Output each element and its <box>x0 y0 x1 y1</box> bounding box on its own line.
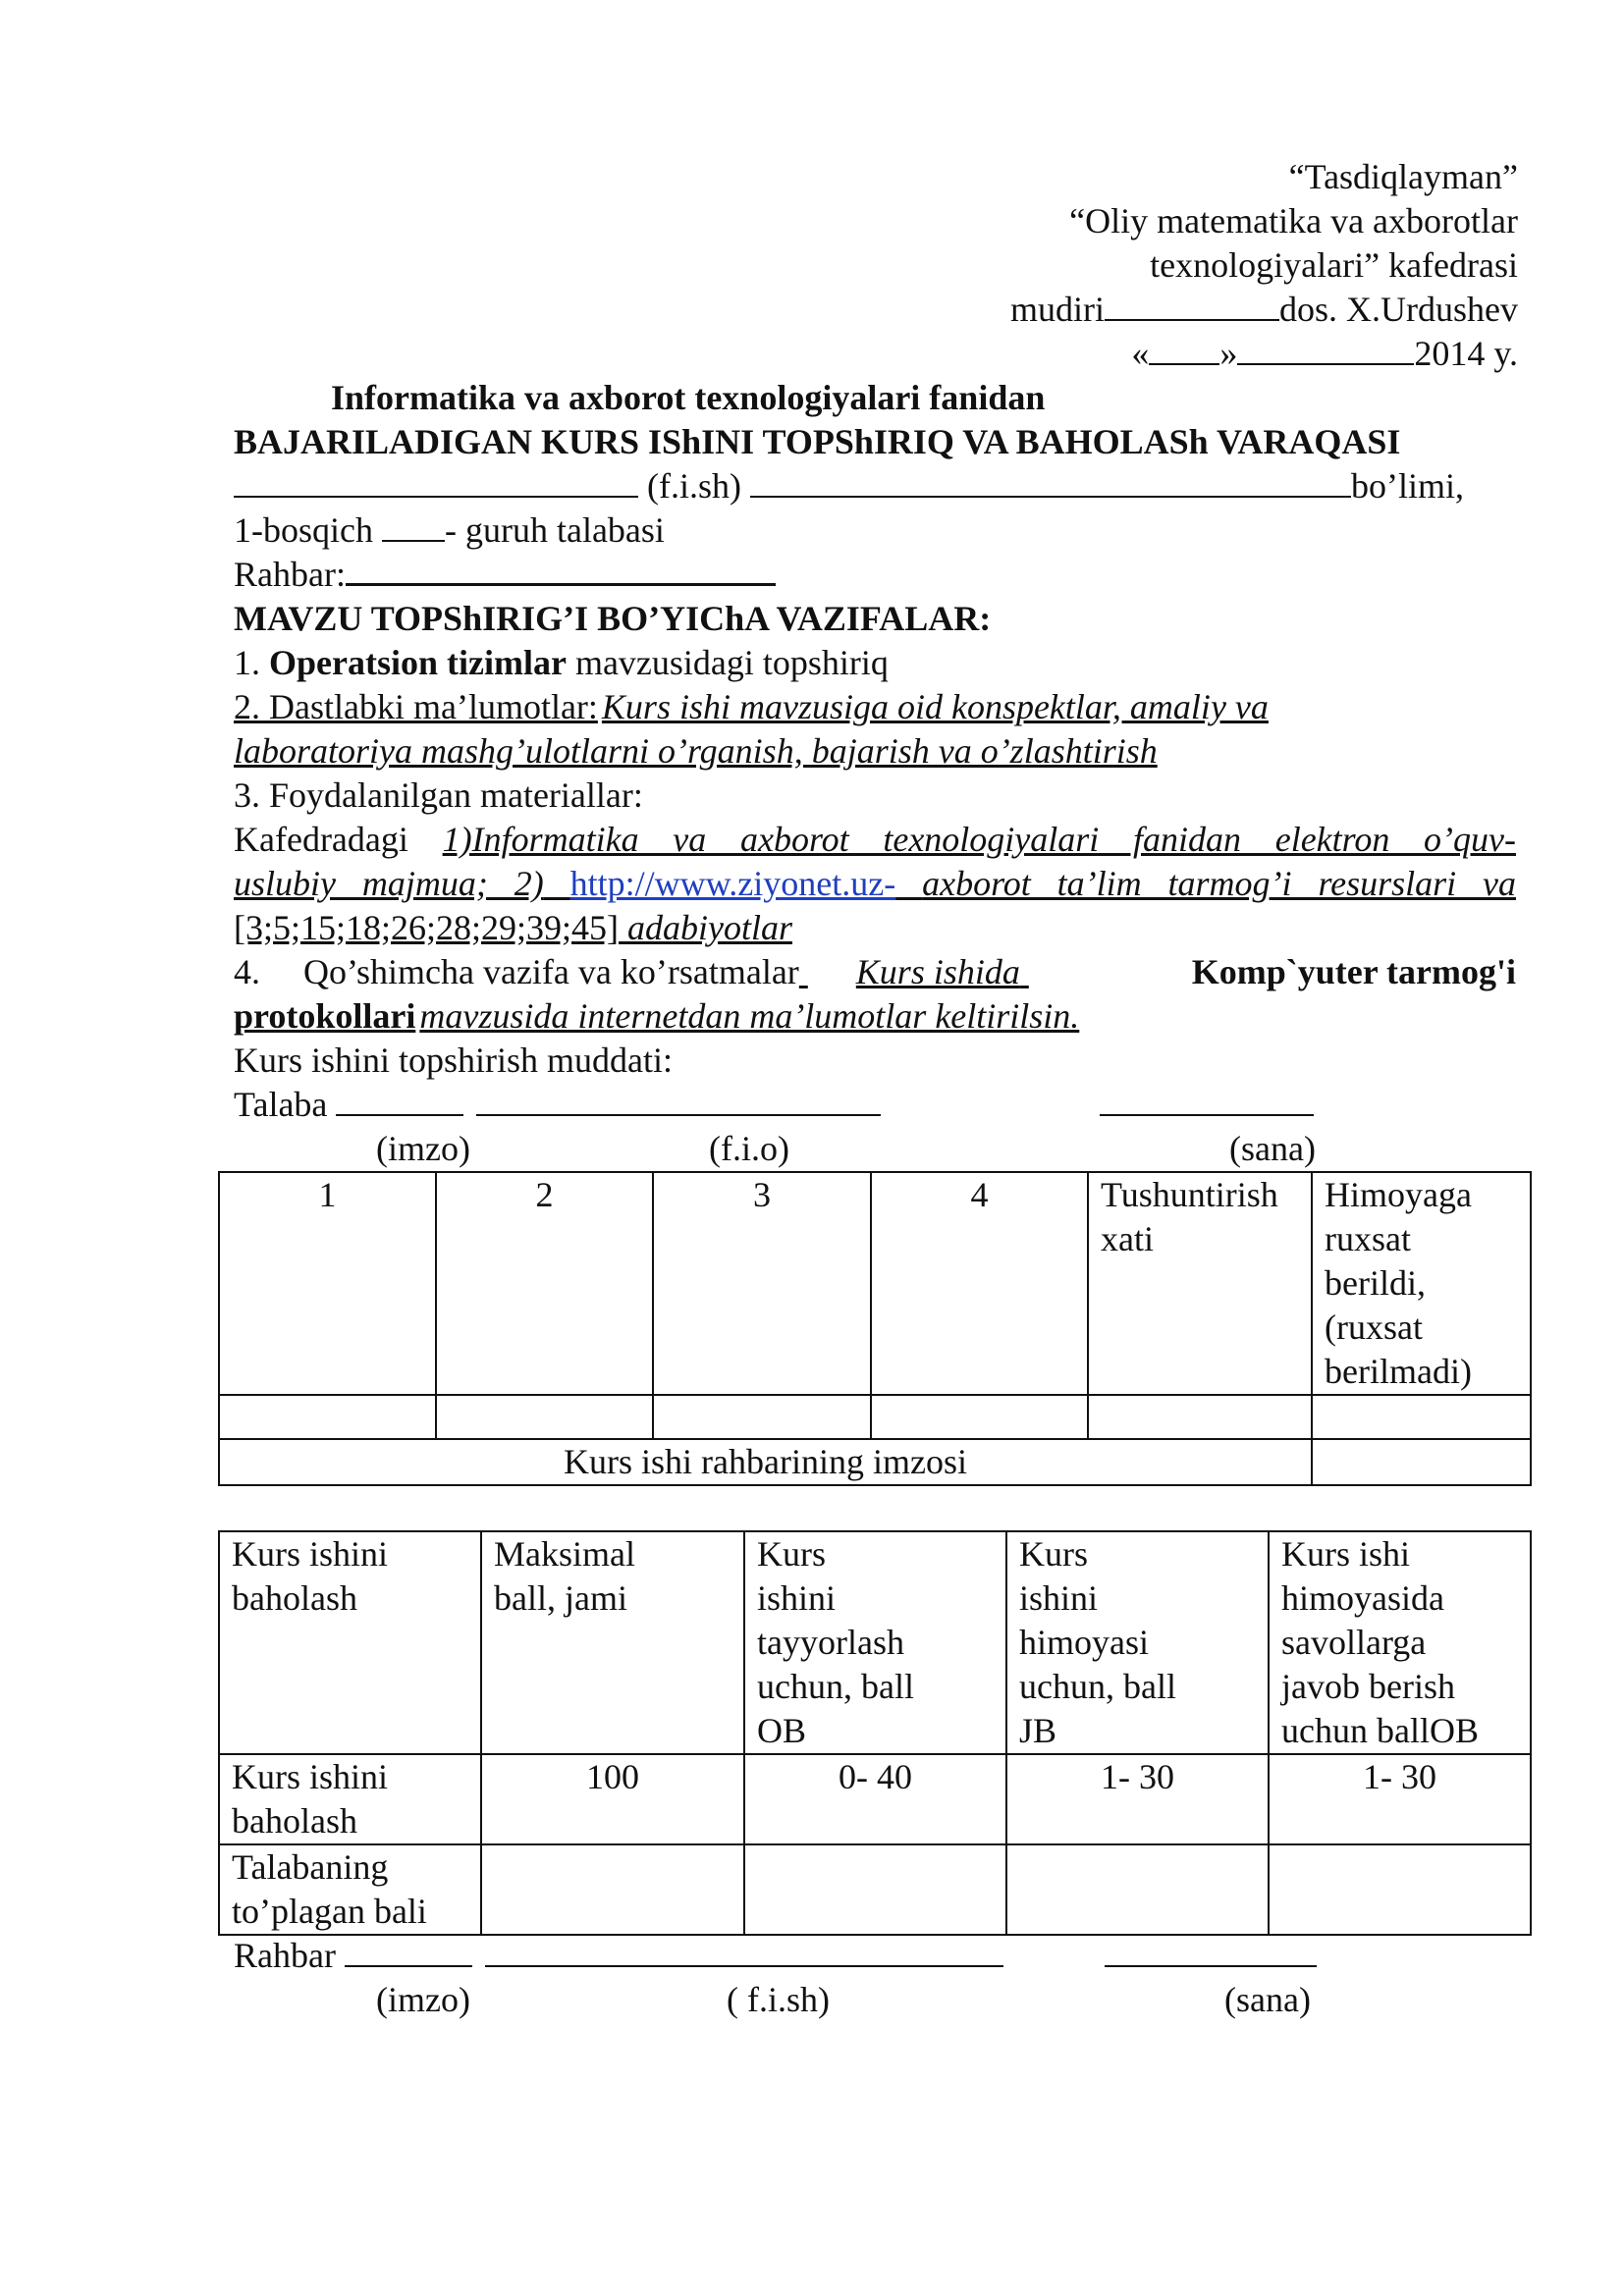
cell-line: savollarga <box>1281 1623 1427 1662</box>
task-3-line-1 <box>234 818 1516 861</box>
grading-header-cell <box>744 1531 1006 1754</box>
task-3-label: 3. Foydalanilgan materiallar: <box>234 775 643 815</box>
table-header-row <box>219 1172 1531 1395</box>
cell-line: JB <box>1019 1711 1057 1750</box>
ziyonet-link[interactable]: http://www.ziyonet.uz- <box>569 864 896 903</box>
cell-line: baholash <box>232 1578 357 1618</box>
cell-line: Kurs <box>757 1534 826 1574</box>
task-1 <box>234 641 889 684</box>
cell-line: javob berish <box>1281 1667 1455 1706</box>
approval-head-line <box>884 288 1518 331</box>
course-label: 1-bosqich <box>234 510 373 550</box>
month-blank <box>1237 334 1414 365</box>
task-3-kafedra: Kafedradagi <box>234 820 408 859</box>
cell-line: Kurs ishini <box>232 1534 389 1574</box>
max-points-row <box>219 1754 1531 1844</box>
explanatory-note-header <box>1088 1172 1312 1395</box>
supervisor-sign-label: Rahbar <box>234 1936 336 1975</box>
student-sana-caption: (sana) <box>1229 1129 1316 1168</box>
task-4-italic: Kurs ishida <box>855 952 1020 991</box>
questions-range-cell: 1- 30 <box>1269 1754 1531 1844</box>
cell-line: ruxsat <box>1325 1219 1411 1258</box>
cell-line: himoyasida <box>1281 1578 1444 1618</box>
cell-line: Kurs ishini <box>232 1757 389 1796</box>
task-3-line-2 <box>234 862 1516 905</box>
cell-line: uchun, ball <box>1019 1667 1176 1706</box>
row-label-cell <box>219 1754 481 1844</box>
department-blank <box>750 466 1351 498</box>
subject-heading: Informatika va axborot texnologiyalari fanidan <box>331 378 1046 417</box>
task-2-line-2: laboratoriya mashg’ulotlarni o’rganish, bajarish va o’zlashtirish <box>234 731 1158 771</box>
date-quote-open: « <box>1131 334 1150 373</box>
grading-header-cell <box>219 1531 481 1754</box>
grading-header-row <box>219 1531 1531 1754</box>
cell-line: baholash <box>232 1801 357 1841</box>
student-name-blank <box>476 1085 881 1116</box>
day-blank <box>1149 334 1219 365</box>
cell-line: Tushuntirish <box>1101 1175 1278 1214</box>
task-4-label: Qo’shimcha vazifa va ko’rsatmalar <box>303 952 799 991</box>
task-3-literature: adabiyotlar <box>627 908 792 947</box>
student-imzo-caption: (imzo) <box>376 1129 470 1168</box>
name-blank <box>234 466 638 498</box>
student-fio-caption: (f.i.o) <box>709 1129 789 1168</box>
table-cell: 4 <box>871 1172 1088 1395</box>
table-cell: 1 <box>219 1172 436 1395</box>
table-cell: 3 <box>653 1172 871 1395</box>
supervisor-fish-caption: ( f.i.sh) <box>727 1980 830 2019</box>
row-label-cell <box>219 1844 481 1935</box>
year: 2014 y. <box>1414 334 1518 373</box>
deadline-line: Kurs ishini topshirish muddati: <box>234 1041 674 1080</box>
task-3-source-2-rest: axborot ta’lim tarmog’i resurslari va <box>922 864 1516 903</box>
task-2 <box>234 685 1269 728</box>
document-title: BAJARILADIGAN KURS IShINI TOPShIRIQ VA BAHOLASh VARAQASI <box>234 422 1401 461</box>
empty-cell <box>744 1844 1006 1935</box>
tasks-title: MAVZU TOPShIRIG’I BO’YIChA VAZIFALAR: <box>234 599 992 638</box>
task-1-number: 1. <box>234 643 260 682</box>
task-1-topic: Operatsion tizimlar <box>269 643 567 682</box>
date-quote-close: » <box>1219 334 1238 373</box>
task-3-references: [3;5;15;18;26;28;29;39;45] <box>234 908 619 947</box>
task-1-rest: mavzusidagi topshiriq <box>574 643 889 682</box>
cell-line: ball, jami <box>494 1578 627 1618</box>
cell-line: OB <box>757 1711 807 1750</box>
student-sign-blank <box>336 1085 463 1116</box>
grading-header-cell <box>1006 1531 1269 1754</box>
student-score-row <box>219 1844 1531 1935</box>
task-4-line-1 <box>234 950 1516 993</box>
supervisor-name-blank <box>485 1936 1003 1967</box>
empty-cell <box>871 1395 1088 1439</box>
task-4-number: 4. <box>234 952 260 991</box>
supervisor-signature-cell: Kurs ishi rahbarining imzosi <box>219 1439 1312 1485</box>
approval-line-2: “Oliy matematika va axborotlar <box>1069 201 1518 240</box>
cell-line: xati <box>1101 1219 1154 1258</box>
task-4-topic-2: protokollari <box>234 996 416 1036</box>
empty-cell <box>1312 1439 1531 1485</box>
approval-date-line <box>884 332 1518 375</box>
cell-line: uchun ballOB <box>1281 1711 1479 1750</box>
department-suffix: bo’limi, <box>1350 466 1464 506</box>
max-total-cell: 100 <box>481 1754 744 1844</box>
grading-header-cell <box>1269 1531 1531 1754</box>
head-label: mudiri <box>1010 290 1106 329</box>
supervisor-signature-line <box>234 1934 1317 1977</box>
task-3-source-2: uslubiy majmua; 2) <box>234 864 544 903</box>
cell-line: (ruxsat <box>1325 1308 1423 1347</box>
approval-table <box>218 1171 1532 1486</box>
cell-line: tayyorlash <box>757 1623 904 1662</box>
defense-range-cell: 1- 30 <box>1006 1754 1269 1844</box>
supervisor-line <box>234 553 776 596</box>
empty-cell <box>481 1844 744 1935</box>
task-4-topic-1: Komp`yuter tarmog'i <box>1191 952 1516 991</box>
cell-line: to’plagan bali <box>232 1892 427 1931</box>
cell-line: ishini <box>757 1578 837 1618</box>
task-4-instruction: mavzusida internetdan ma’lumotlar keltirilsin. <box>419 996 1080 1036</box>
cell-line: Himoyaga <box>1325 1175 1472 1214</box>
empty-cell <box>219 1395 436 1439</box>
student-signature-line <box>234 1083 1314 1126</box>
supervisor-sana-caption: (sana) <box>1224 1980 1311 2019</box>
empty-cell <box>436 1395 653 1439</box>
cell-line: himoyasi <box>1019 1623 1149 1662</box>
cell-line: berildi, <box>1325 1263 1426 1303</box>
student-label: Talaba <box>234 1085 328 1124</box>
student-date-blank <box>1100 1085 1314 1116</box>
group-blank <box>382 510 445 542</box>
task-3-line-3 <box>234 906 792 949</box>
task-4-line-2 <box>234 994 1079 1038</box>
task-3-source-1: 1)Informatika va axborot texnologiyalari fanidan elektron o’quv- <box>442 820 1516 859</box>
table-cell: 2 <box>436 1172 653 1395</box>
cell-line: Kurs ishi <box>1281 1534 1411 1574</box>
empty-cell <box>1269 1844 1531 1935</box>
approval-line-3: texnologiyalari” kafedrasi <box>1150 245 1518 285</box>
supervisor-date-blank <box>1105 1936 1317 1967</box>
empty-cell <box>653 1395 871 1439</box>
grading-header-cell <box>481 1531 744 1754</box>
fish-label: (f.i.sh) <box>647 466 741 506</box>
empty-cell <box>1312 1395 1531 1439</box>
cell-line: Maksimal <box>494 1534 635 1574</box>
empty-cell <box>1006 1844 1269 1935</box>
head-name: dos. X.Urdushev <box>1279 290 1518 329</box>
student-line <box>234 464 1464 507</box>
group-line <box>234 508 665 552</box>
cell-line: uchun, ball <box>757 1667 914 1706</box>
grading-table <box>218 1530 1532 1936</box>
cell-line: Kurs <box>1019 1534 1088 1574</box>
task-2-line-1: Kurs ishi mavzusiga oid konspektlar, amaliy va <box>601 687 1269 726</box>
task-2-label: 2. Dastlabki ma’lumotlar: <box>234 687 598 726</box>
group-suffix: - guruh talabasi <box>444 510 665 550</box>
cell-line: Talabaning <box>232 1847 389 1887</box>
table-row <box>219 1395 1531 1439</box>
supervisor-label: Rahbar: <box>234 555 346 594</box>
supervisor-sign-blank <box>345 1936 472 1967</box>
preparation-range-cell: 0- 40 <box>744 1754 1006 1844</box>
cell-line: berilmadi) <box>1325 1352 1472 1391</box>
approval-line-1: “Tasdiqlayman” <box>1288 157 1518 196</box>
cell-line: ishini <box>1019 1578 1099 1618</box>
defense-permission-header <box>1312 1172 1531 1395</box>
empty-cell <box>1088 1395 1312 1439</box>
supervisor-imzo-caption: (imzo) <box>376 1980 470 2019</box>
table-row <box>219 1439 1531 1485</box>
signature-blank <box>1105 290 1279 321</box>
supervisor-blank <box>346 554 776 586</box>
